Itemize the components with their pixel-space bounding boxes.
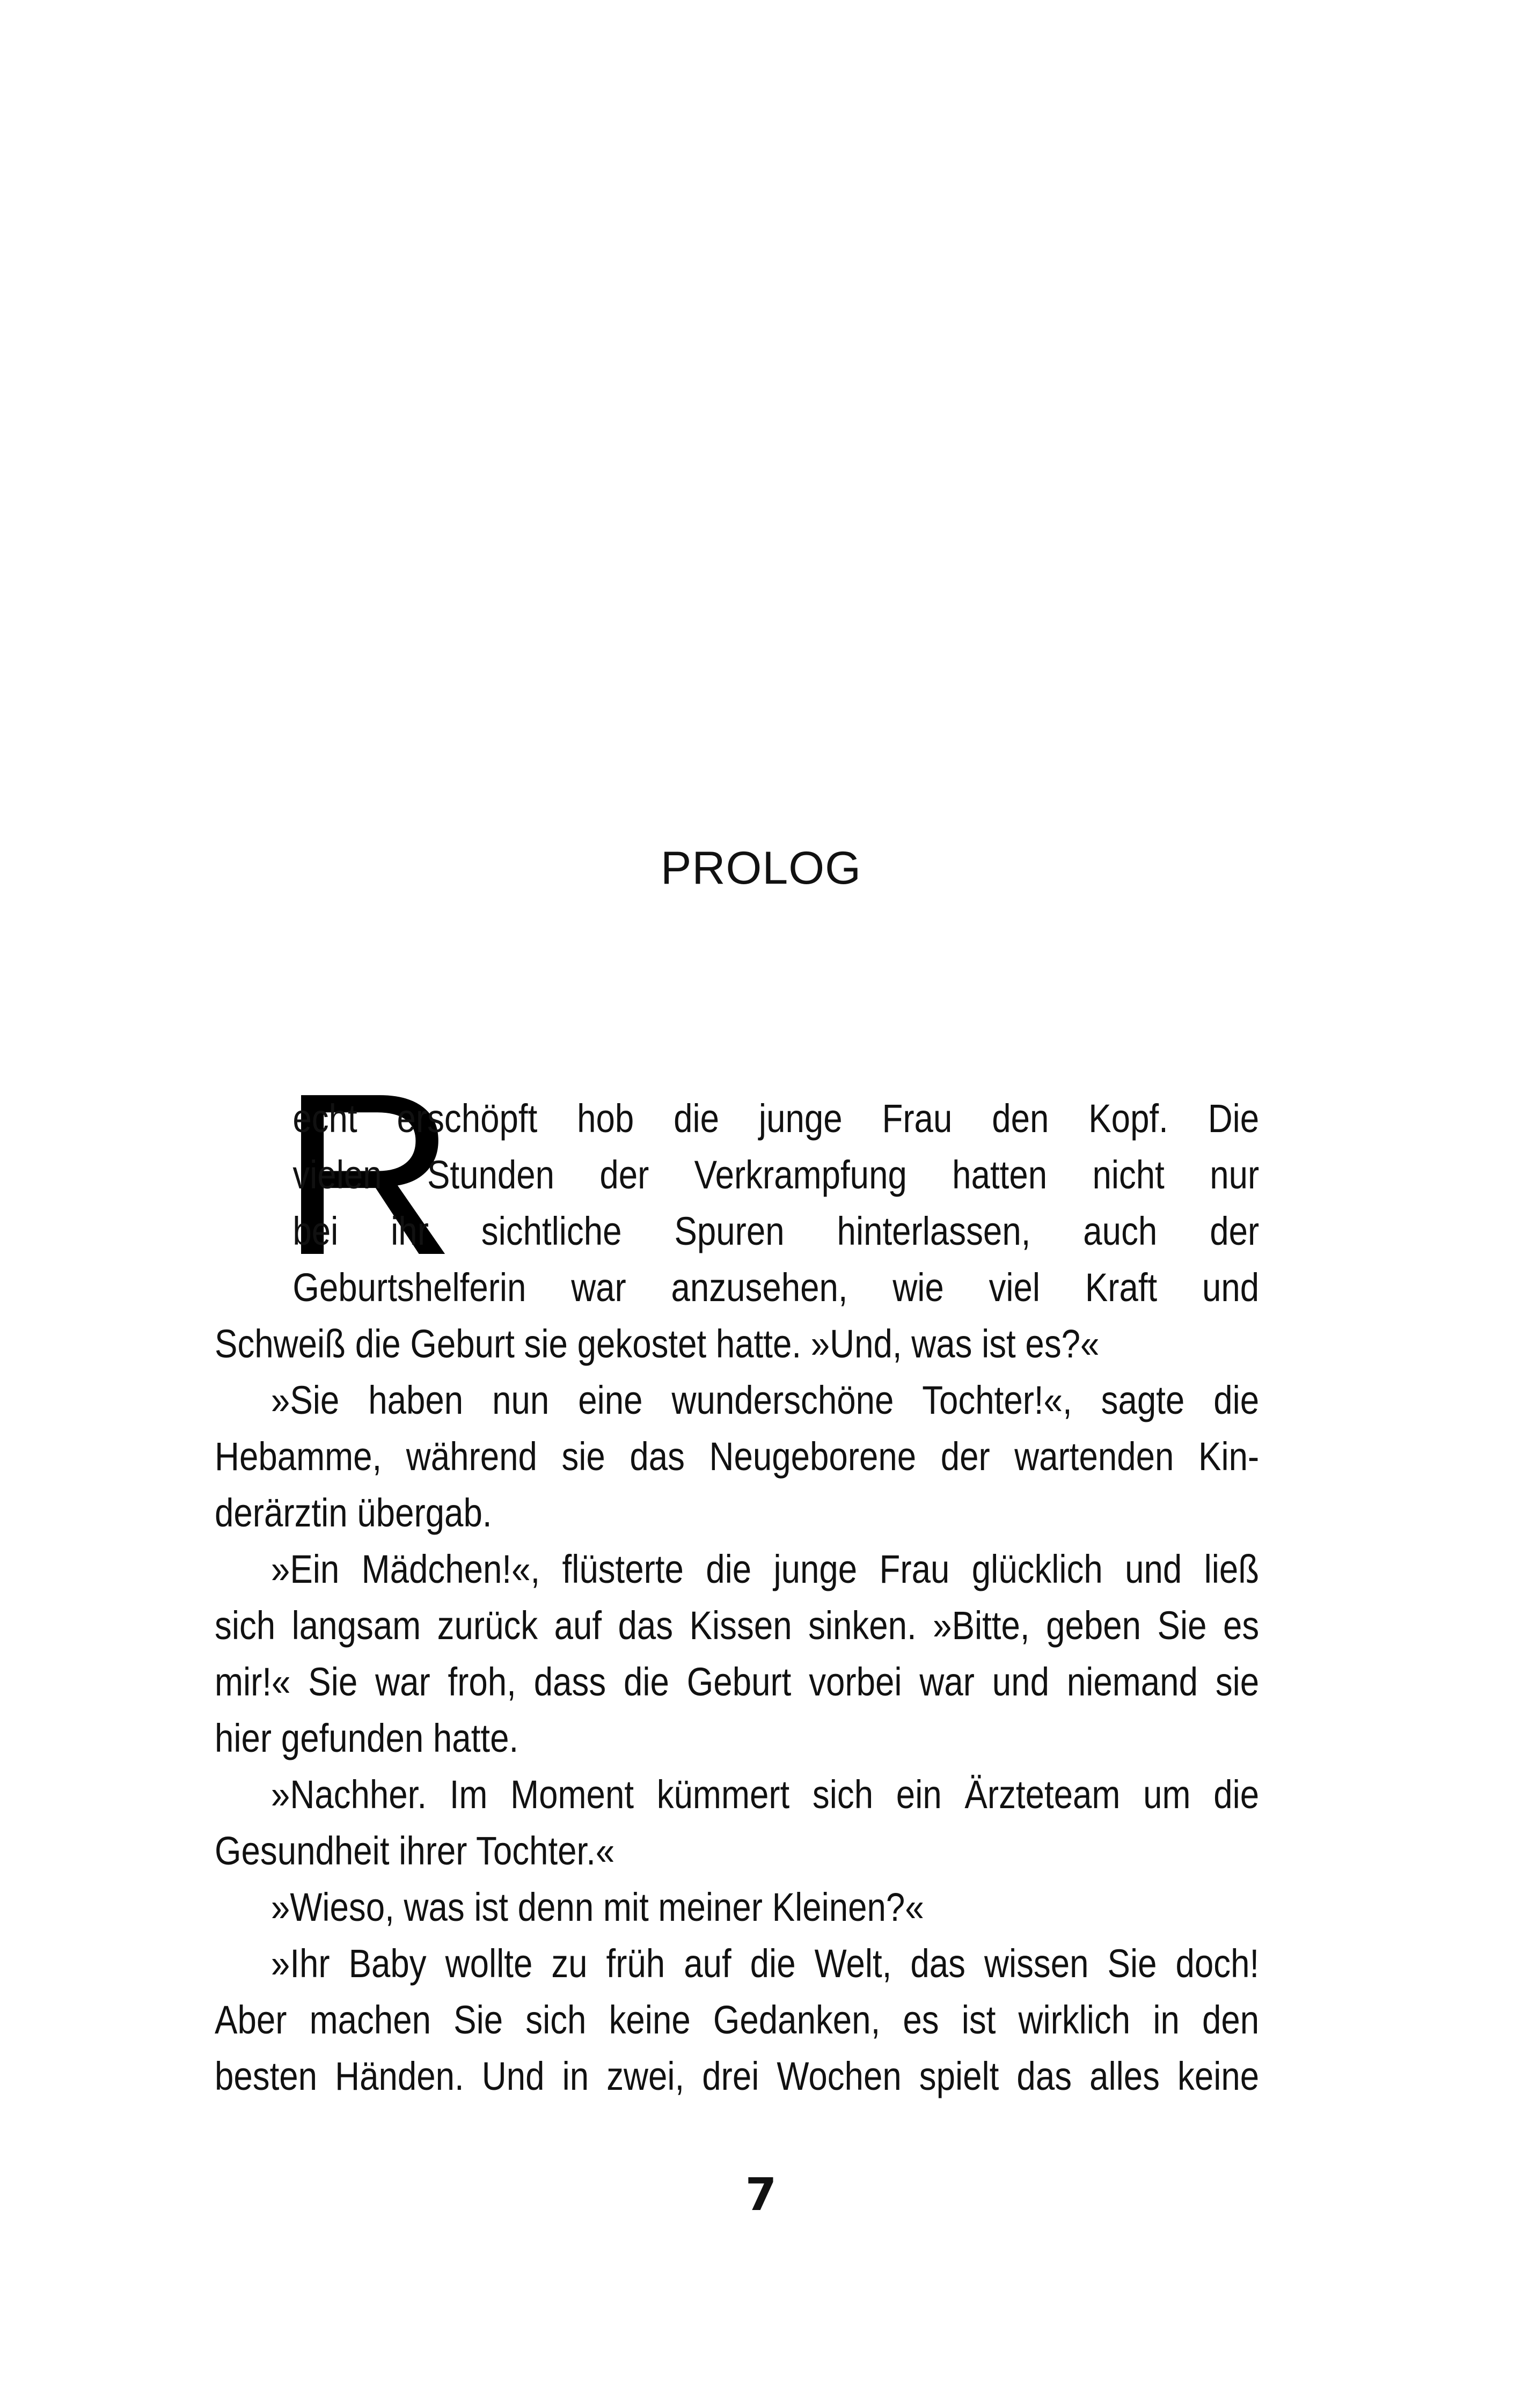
text-line: »Wieso, was ist denn mit meiner Kleinen?«	[270, 1885, 924, 1929]
page-number: 7	[745, 2168, 777, 2221]
text-line: Schweiß die Geburt sie gekostet hatte. »Und, was ist es?«	[215, 1322, 1100, 1366]
chapter-title: PROLOG	[661, 842, 861, 894]
text-line: sich langsam zurück auf das Kissen sinken. »Bitte, geben Sie es	[215, 1603, 1260, 1648]
text-line: vielen Stunden der Verkrampfung hatten nicht nur	[292, 1152, 1260, 1197]
text-line: Geburtshelferin war anzusehen, wie viel Kraft und	[292, 1265, 1260, 1310]
text-line: Gesundheit ihrer Tochter.«	[215, 1829, 615, 1873]
text-line: Hebamme, während sie das Neugeborene der wartenden Kin-	[215, 1434, 1260, 1479]
text-line: hier gefunden hatte.	[215, 1716, 519, 1760]
body-text	[215, 1090, 1259, 2104]
text-line: »Ein Mädchen!«, flüsterte die junge Frau glücklich und ließ	[270, 1547, 1260, 1591]
text-line: besten Händen. Und in zwei, drei Wochen spielt das alles keine	[215, 2054, 1260, 2098]
text-line: echt erschöpft hob die junge Frau den Kopf. Die	[292, 1096, 1260, 1141]
text-line: derärztin übergab.	[215, 1491, 492, 1535]
drop-cap: R	[281, 1046, 457, 1303]
text-line: mir!« Sie war froh, dass die Geburt vorbei war und niemand sie	[215, 1660, 1260, 1704]
text-line: »Sie haben nun eine wunderschöne Tochter!«, sagte die	[270, 1378, 1260, 1422]
text-line: »Ihr Baby wollte zu früh auf die Welt, das wissen Sie doch!	[270, 1941, 1260, 1986]
text-line: »Nachher. Im Moment kümmert sich ein Ärzteteam um die	[270, 1772, 1260, 1817]
text-line: Aber machen Sie sich keine Gedanken, es ist wirklich in den	[215, 1998, 1260, 2042]
text-line: bei ihr sichtliche Spuren hinterlassen, auch der	[292, 1209, 1260, 1253]
